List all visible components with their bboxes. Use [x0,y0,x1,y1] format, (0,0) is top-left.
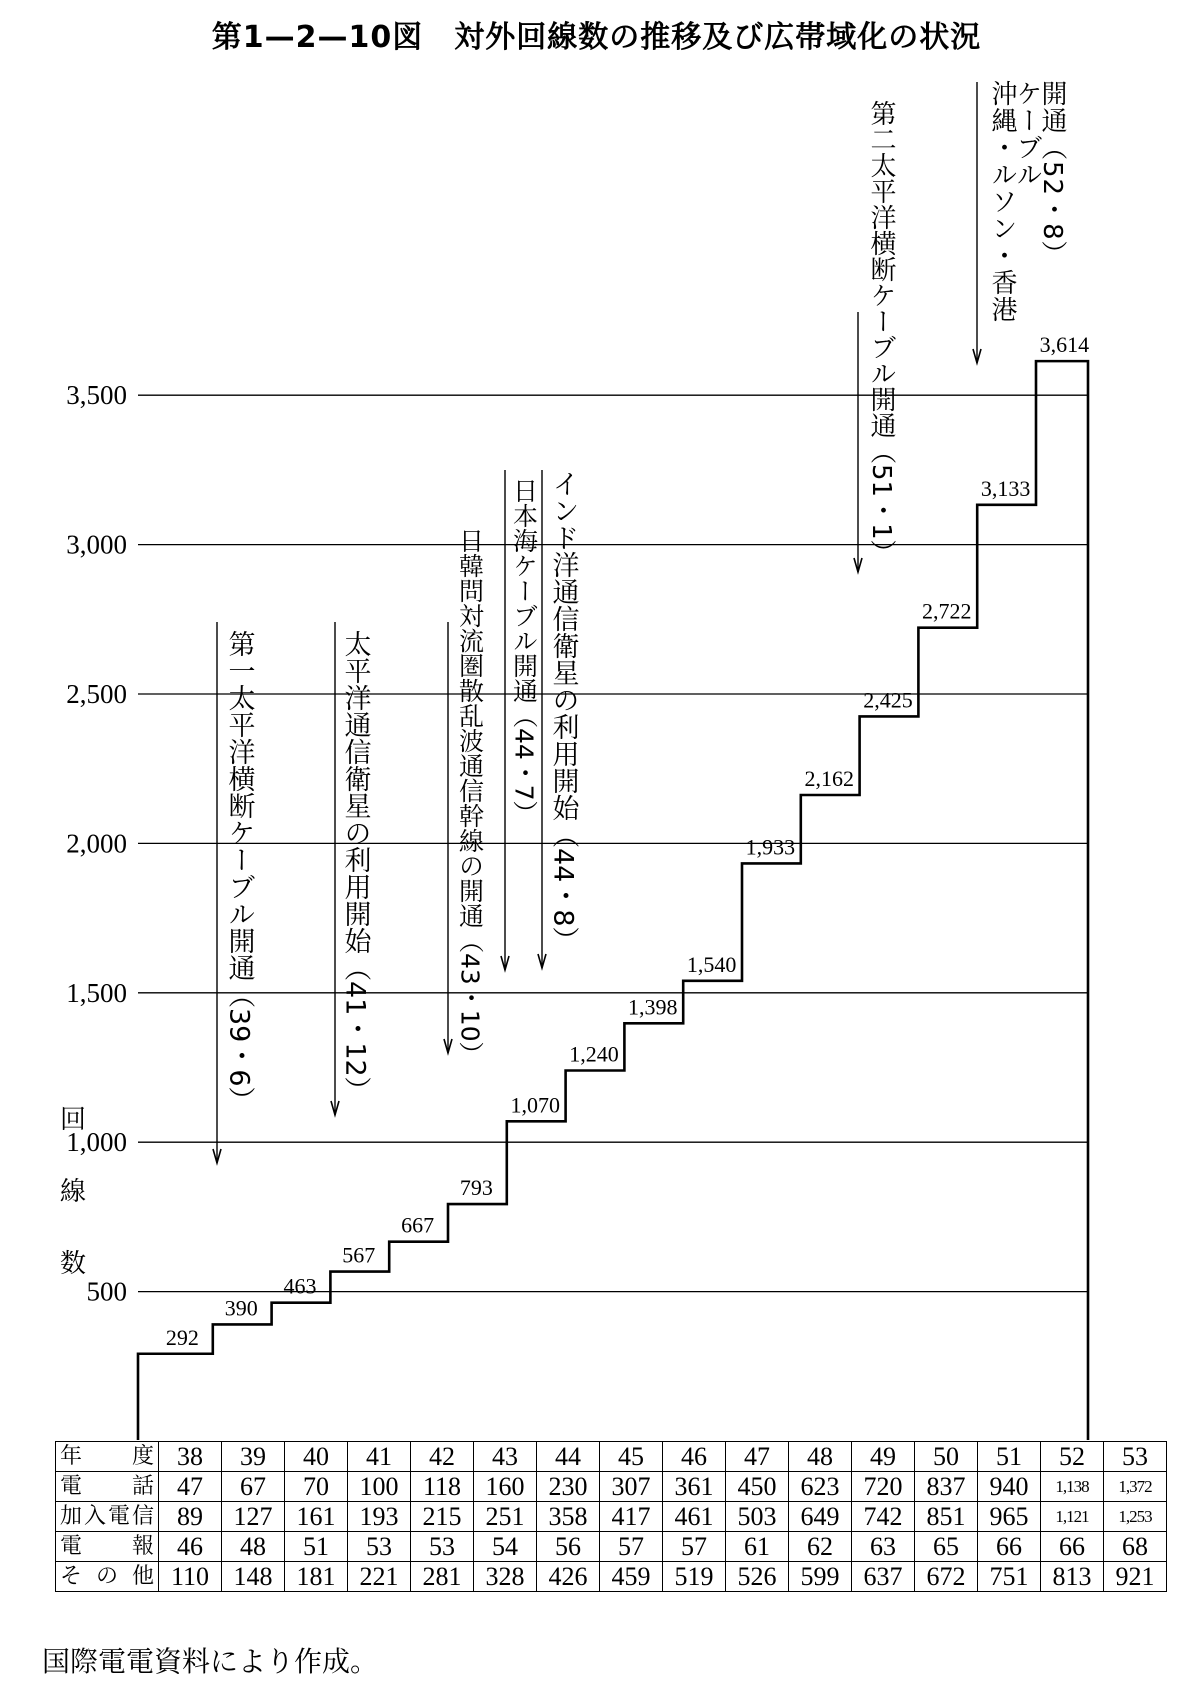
annotation-3 [444,528,485,1067]
table-cell: 65 [915,1532,978,1562]
table-cell: 461 [663,1502,726,1532]
table-cell: 89 [159,1502,222,1532]
value-label-42: 667 [401,1212,435,1238]
step-line [138,361,1088,1440]
table-row-header: その他 [56,1562,159,1592]
table-cell: 148 [222,1562,285,1592]
table-cell: 599 [789,1562,852,1592]
table-cell: 63 [852,1532,915,1562]
y-tick-label: 500 [86,1276,127,1307]
table-cell: 459 [600,1562,663,1592]
gridlines [138,395,1088,1291]
y-label-char: 回 [60,1105,87,1135]
source-note: 国際電電資料により作成。 [42,1645,379,1678]
table-cell: 56 [537,1532,600,1562]
table-cell: 40 [285,1442,348,1472]
annotation-text: インド洋通信衛星の利用開始（44・8） [547,470,579,954]
table-cell: 53 [1104,1442,1167,1472]
table-cell: 51 [285,1532,348,1562]
value-label-49: 2,162 [804,765,854,791]
step-series [138,361,1088,1440]
annotation-text: 第二太平洋横断ケーブル開通（51・1） [866,100,896,566]
table-cell: 44 [537,1442,600,1472]
table-cell: 62 [789,1532,852,1562]
annotation-text: 日韓問対流圏散乱波通信幹線の開通（43・10） [455,528,485,1067]
table-cell: 66 [1041,1532,1104,1562]
table-cell: 46 [159,1532,222,1562]
value-label-44: 1,070 [510,1092,560,1118]
table-row-years [56,1442,1167,1472]
table-cell: 47 [159,1472,222,1502]
table-cell: 417 [600,1502,663,1532]
value-label-48: 1,933 [745,834,796,860]
table-cell: 127 [222,1502,285,1532]
table-cell: 281 [411,1562,474,1592]
table-cell: 1,138 [1041,1472,1104,1502]
table-cell: 100 [348,1472,411,1502]
table-cell: 61 [726,1532,789,1562]
table-cell: 42 [411,1442,474,1472]
value-label-50: 2,425 [863,687,913,713]
table-row-header: 加入電信 [56,1502,159,1532]
table-cell: 53 [411,1532,474,1562]
breakdown-table [55,1441,1167,1592]
table-cell: 1,121 [1041,1502,1104,1532]
annotation-text: 沖縄・ルソン・香港 [987,80,1017,323]
table-cell: 851 [915,1502,978,1532]
table-cell: 118 [411,1472,474,1502]
table-cell: 54 [474,1532,537,1562]
table-cell: 48 [222,1532,285,1562]
table-cell: 742 [852,1502,915,1532]
value-label-45: 1,240 [569,1041,619,1067]
table-cell: 1,372 [1104,1472,1167,1502]
table-cell: 623 [789,1472,852,1502]
table-row-header: 電 話 [56,1472,159,1502]
table-cell: 41 [348,1442,411,1472]
table-row-4 [56,1562,1167,1592]
value-label-38: 292 [165,1324,199,1350]
y-tick-label: 3,500 [66,380,127,411]
table-cell: 965 [978,1502,1041,1532]
value-label-46: 1,398 [628,994,678,1020]
table-cell: 53 [348,1532,411,1562]
table-cell: 52 [1041,1442,1104,1472]
table-cell: 57 [600,1532,663,1562]
table-cell: 921 [1104,1562,1167,1592]
table-cell: 43 [474,1442,537,1472]
y-tick-label: 2,000 [66,828,127,859]
chart-title: 第1—2—10図 対外回線数の推移及び広帯域化の状況 [211,20,982,55]
value-label-40: 463 [283,1273,317,1299]
value-label-53: 3,614 [1039,332,1090,358]
y-tick-label: 3,000 [66,529,127,560]
value-label-43: 793 [459,1175,493,1201]
table-cell: 57 [663,1532,726,1562]
table-cell: 328 [474,1562,537,1592]
y-tick-label: 2,500 [66,679,127,709]
table-row-header: 電 報 [56,1532,159,1562]
annotation-1 [213,622,255,1163]
table-cell: 38 [159,1442,222,1472]
table-cell: 221 [348,1562,411,1592]
table-cell: 49 [852,1442,915,1472]
table-cell: 503 [726,1502,789,1532]
table-cell: 193 [348,1502,411,1532]
value-label-39: 390 [224,1295,258,1321]
table-row-header: 年 度 [56,1442,159,1472]
table-cell: 46 [663,1442,726,1472]
annotation-text: 日本海ケーブル開通（44・7） [509,478,539,826]
y-label-char: 線 [60,1177,87,1207]
table-row-3 [56,1532,1167,1562]
table-cell: 215 [411,1502,474,1532]
annotation-6 [854,100,896,572]
table-cell: 39 [222,1442,285,1472]
table-cell: 48 [789,1442,852,1472]
table-cell: 307 [600,1472,663,1502]
table-cell: 160 [474,1472,537,1502]
table-cell: 649 [789,1502,852,1532]
table-cell: 426 [537,1562,600,1592]
annotation-text: 開通（52・8） [1037,80,1067,268]
table-row-2 [56,1502,1167,1532]
table-row-1 [56,1472,1167,1502]
y-tick-label: 1,500 [66,977,127,1008]
value-label-52: 3,133 [980,475,1031,501]
value-label-47: 1,540 [686,951,737,977]
table-cell: 1,253 [1104,1502,1167,1532]
table-cell: 672 [915,1562,978,1592]
y-axis-label [60,1105,86,1279]
y-tick-label: 1,000 [66,1127,127,1158]
table-cell: 68 [1104,1532,1167,1562]
table-cell: 940 [978,1472,1041,1502]
table-cell: 70 [285,1472,348,1502]
value-label-41: 567 [342,1242,376,1268]
table-cell: 67 [222,1472,285,1502]
annotation-text: ケーブル [1012,80,1042,188]
table-cell: 720 [852,1472,915,1502]
annotation-2 [331,622,371,1115]
annotation-7 [973,80,1067,363]
table-cell: 526 [726,1562,789,1592]
table-cell: 361 [663,1472,726,1502]
value-label-51: 2,722 [922,598,972,624]
table-cell: 519 [663,1562,726,1592]
table-cell: 450 [726,1472,789,1502]
table-cell: 813 [1041,1562,1104,1592]
table-cell: 837 [915,1472,978,1502]
table-cell: 358 [537,1502,600,1532]
table-cell: 637 [852,1562,915,1592]
table-cell: 230 [537,1472,600,1502]
y-axis-ticks [66,380,127,1306]
table-cell: 50 [915,1442,978,1472]
table-cell: 751 [978,1562,1041,1592]
table-cell: 51 [978,1442,1041,1472]
value-labels [166,332,1089,1350]
y-label-char: 数 [60,1249,87,1279]
annotation-text: 第一太平洋横断ケーブル開通（39・6） [223,630,255,1114]
table-cell: 66 [978,1532,1041,1562]
table-cell: 47 [726,1442,789,1472]
table-cell: 251 [474,1502,537,1532]
annotation-text: 太平洋通信衛星の利用開始（41・12） [339,630,371,1104]
table-cell: 45 [600,1442,663,1472]
table-cell: 110 [159,1562,222,1592]
table-cell: 161 [285,1502,348,1532]
table-cell: 181 [285,1562,348,1592]
